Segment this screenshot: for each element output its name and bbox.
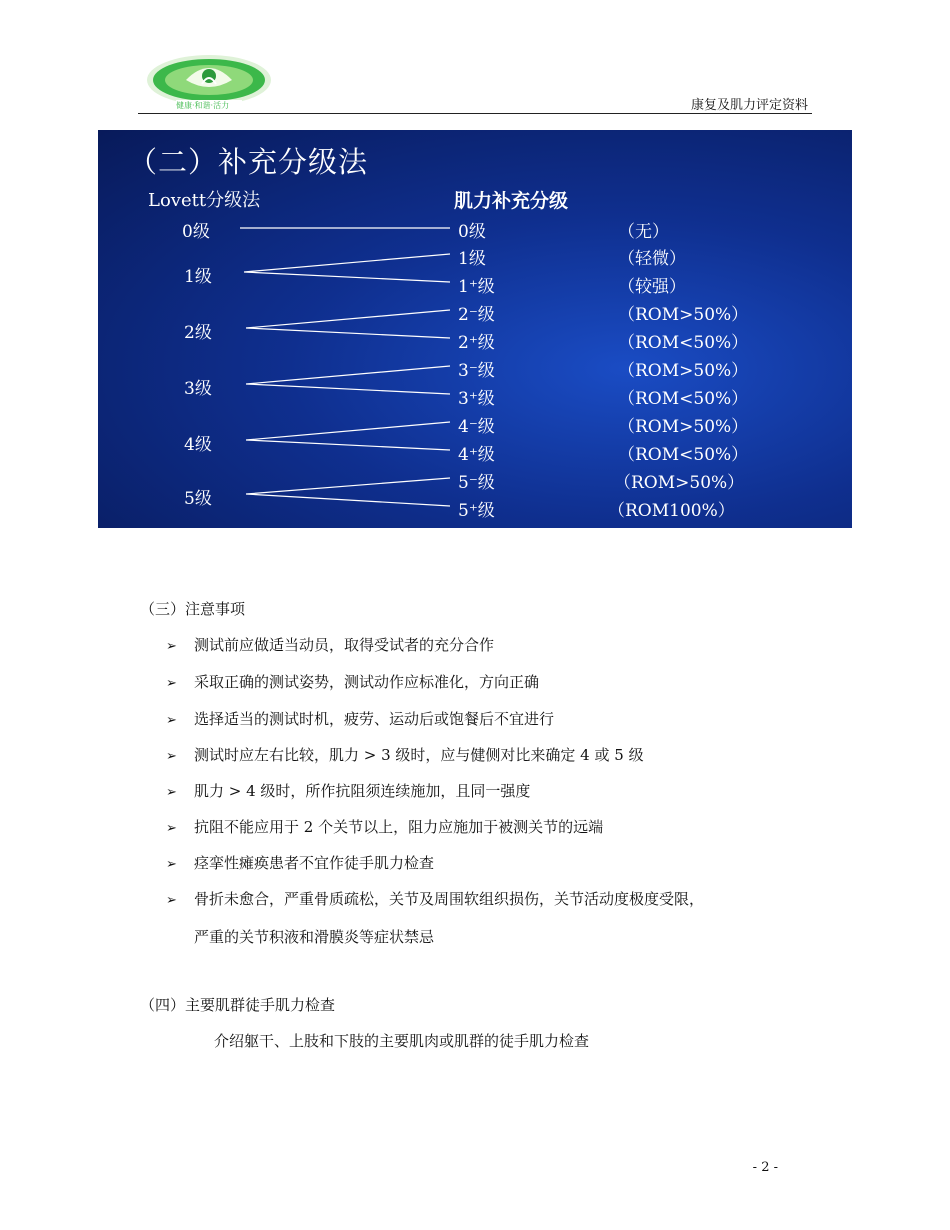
lovett-level: 3级 [184, 379, 212, 399]
sub-grade-desc: （ROM100%） [608, 501, 735, 521]
list-item-text: 痉挛性瘫痪患者不宜作徒手肌力检查 [194, 854, 435, 872]
list-item-text: 抗阻不能应用于 2 个关节以上，阻力应施加于被测关节的远端 [194, 818, 604, 836]
sub-grade-desc: （ROM<50%） [618, 445, 749, 465]
arrow-bullet-icon: ➢ [166, 821, 177, 836]
grading-slide [98, 130, 852, 528]
header-title: 康复及肌力评定资料 [690, 98, 808, 113]
sub-grade-desc: （ROM>50%） [614, 473, 745, 493]
list-item-text: 骨折未愈合，严重骨质疏松，关节及周围软组织损伤，关节活动度极度受限， [194, 890, 705, 908]
sub-grade: 3⁺级 [458, 389, 495, 409]
connector-4 [246, 422, 450, 450]
list-item [166, 780, 530, 801]
sub-grade: 4⁺级 [458, 445, 495, 465]
sub-grade-desc: （无） [618, 222, 669, 242]
arrow-bullet-icon: ➢ [166, 639, 177, 654]
list-item-text: 选择适当的测试时机，疲劳、运动后或饱餐后不宜进行 [194, 710, 555, 728]
list-item [166, 852, 434, 873]
page-number: - 2 - [752, 1160, 778, 1175]
lovett-level: 0级 [182, 222, 210, 242]
sub-grade-desc: （较强） [618, 277, 686, 297]
connector-3 [246, 366, 450, 394]
sub-grade: 1⁺级 [458, 277, 495, 297]
sub-grade: 0级 [458, 222, 486, 242]
header-divider [138, 113, 812, 114]
sub-grade-desc: （ROM>50%） [618, 305, 749, 325]
section-body: 介绍躯干、上肢和下肢的主要肌肉或肌群的徒手肌力检查 [214, 1032, 590, 1050]
sub-grade-desc: （轻微） [618, 249, 686, 269]
lovett-level: 5级 [184, 489, 212, 509]
list-item [166, 816, 603, 837]
lovett-level: 4级 [184, 435, 212, 455]
list-item-text: 测试时应左右比较，肌力 > 3 级时，应与健侧对比来确定 4 或 5 级 [194, 746, 644, 764]
right-heading: 肌力补充分级 [454, 190, 569, 212]
arrow-bullet-icon: ➢ [166, 893, 177, 908]
left-heading: Lovett分级法 [148, 190, 261, 211]
sub-grade-desc: （ROM<50%） [618, 389, 749, 409]
connector-1 [244, 254, 450, 282]
logo-text: 健康·和谐·活力 [176, 101, 230, 110]
list-item-continuation: 严重的关节积液和滑膜炎等症状禁忌 [194, 928, 435, 946]
arrow-bullet-icon: ➢ [166, 713, 177, 728]
slide-title: （二）补充分级法 [128, 145, 369, 179]
arrow-bullet-icon: ➢ [166, 749, 177, 764]
sub-grade: 4⁻级 [458, 417, 495, 437]
sub-grade: 2⁻级 [458, 305, 495, 325]
sub-grade: 2⁺级 [458, 333, 495, 353]
list-item-text: 肌力 > 4 级时，所作抗阻须连续施加，且同一强度 [194, 782, 531, 800]
section-heading: （四）主要肌群徒手肌力检查 [140, 996, 336, 1014]
sub-grade: 1级 [458, 249, 486, 269]
list-item [166, 671, 539, 692]
sub-grade-desc: （ROM>50%） [618, 361, 749, 381]
connector-5 [246, 478, 450, 506]
list-item [166, 744, 644, 765]
sub-grade-desc: （ROM<50%） [618, 333, 749, 353]
list-item [166, 888, 704, 909]
arrow-bullet-icon: ➢ [166, 676, 177, 691]
lovett-level: 2级 [184, 323, 212, 343]
arrow-bullet-icon: ➢ [166, 857, 177, 872]
sub-grade-desc: （ROM>50%） [618, 417, 749, 437]
sub-grade: 5⁺级 [458, 501, 495, 521]
list-item-text: 测试前应做适当动员，取得受试者的充分合作 [194, 636, 495, 654]
list-item [166, 708, 554, 729]
sub-grade: 5⁻级 [458, 473, 495, 493]
lovett-level: 1级 [184, 267, 212, 287]
list-item-text: 采取正确的测试姿势，测试动作应标准化，方向正确 [194, 673, 540, 691]
sub-grade: 3⁻级 [458, 361, 495, 381]
arrow-bullet-icon: ➢ [166, 785, 177, 800]
list-item [166, 634, 494, 655]
section-heading: （三）注意事项 [140, 600, 246, 618]
connector-2 [246, 310, 450, 338]
